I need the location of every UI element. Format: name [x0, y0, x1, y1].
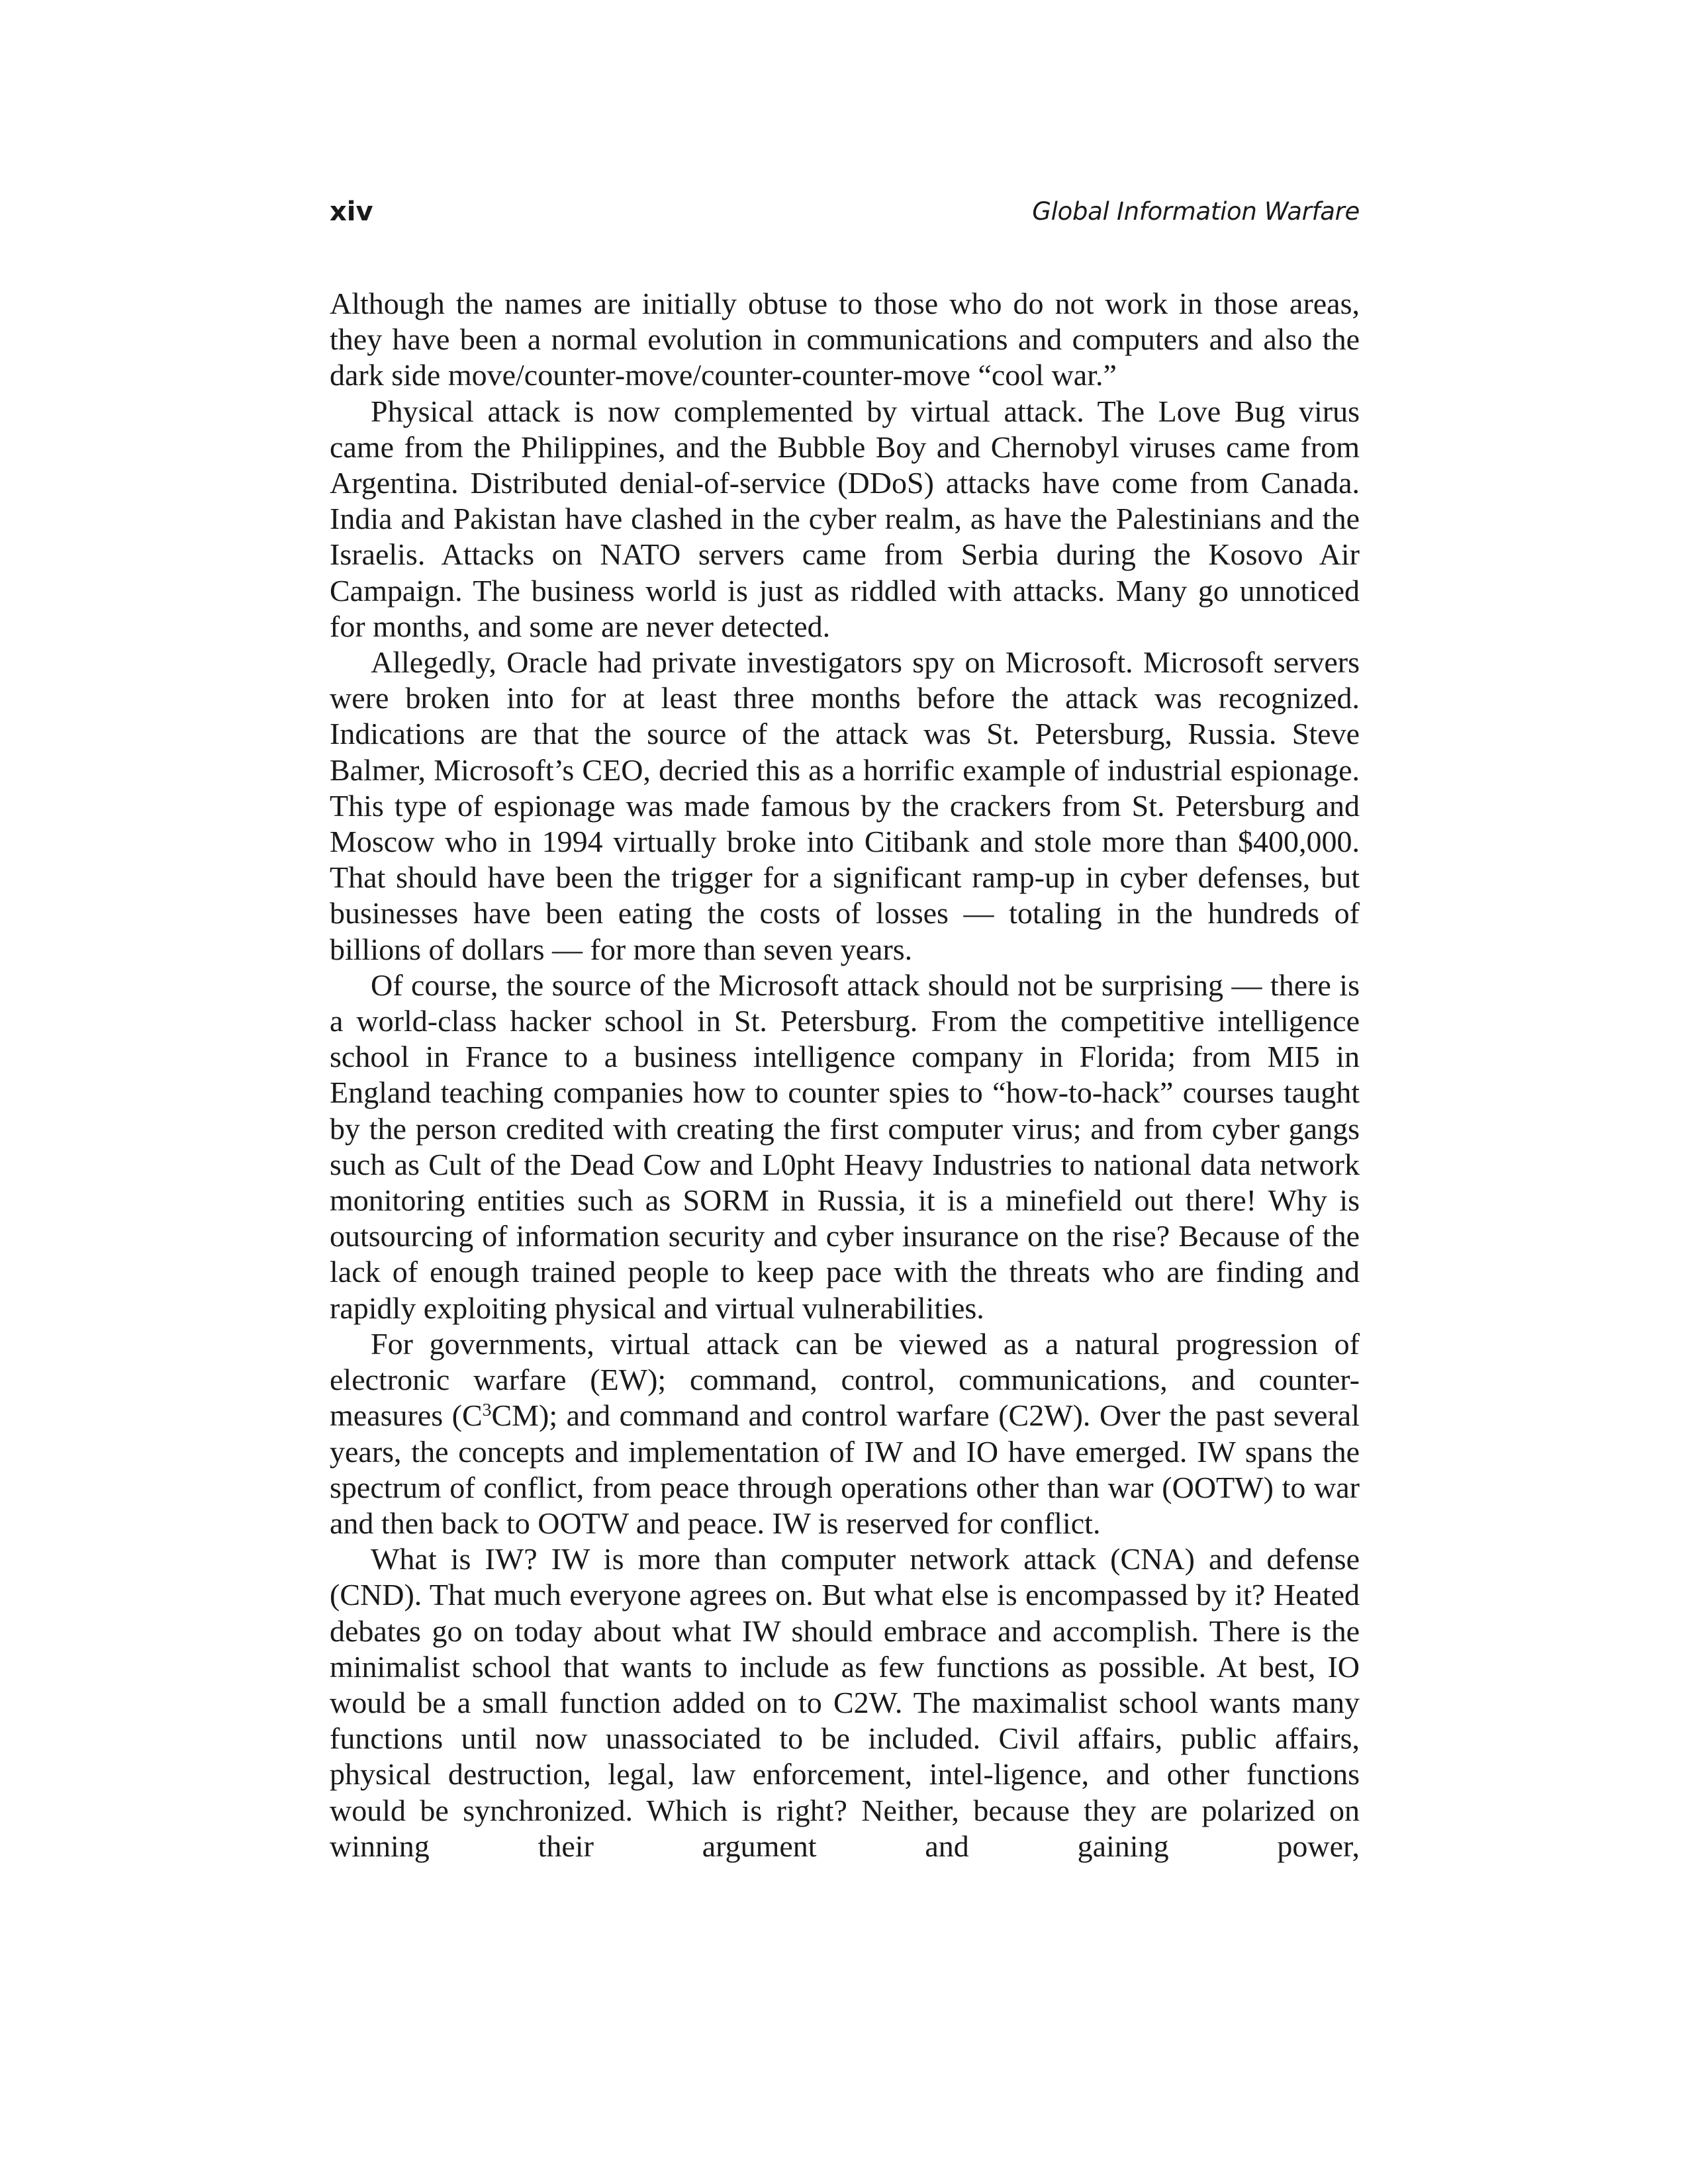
paragraph-1: Although the names are initially obtuse to those who do not work in those areas, they have been a normal evolution in communications and computers and also the dark side move/counter-move/counter-counter-move “cool war.” — [330, 287, 1360, 392]
superscript-3: 3 — [482, 1399, 492, 1420]
body-text — [330, 286, 1360, 1864]
paragraph-5 — [330, 1326, 1360, 1541]
paragraph-4: Of course, the source of the Microsoft attack should not be surprising — there is a world-class hacker school in St. Petersburg. From the competitive intelligence school in France to a business intelligence company in Florida; from MI5 in England teaching companies how to counter spies to “how-to-hack” courses taught by the person credited with creating the first computer virus; and from cyber gangs such as Cult of the Dead Cow and L0pht Heavy Industries to national data network monitoring entities such as SORM in Russia, it is a minefield out there! Why is outsourcing of information security and cyber insurance on the rise? Because of the lack of enough trained people to keep pace with the threats who are finding and rapidly exploiting physical and virtual vulnerabilities. — [330, 968, 1360, 1325]
paragraph-3: Allegedly, Oracle had private investigators spy on Microsoft. Microsoft servers were broken into for at least three months before the attack was recognized. Indications are that the source of the attack was St. Petersburg, Russia. Steve Balmer, Microsoft’s CEO, decried this as a horrific example of industrial espionage. This type of espionage was made famous by the crackers from St. Petersburg and Moscow who in 1994 virtually broke into Citibank and stole more than $400,000. That should have been the trigger for a significant ramp-up in cyber defenses, but businesses have been eating the costs of losses — totaling in the hundreds of billions of dollars — for more than seven years. — [330, 645, 1360, 966]
running-title: Global Information Warfare — [1032, 197, 1360, 226]
page-header — [330, 192, 1360, 232]
paragraph-5-text-before: For governments, virtual attack can be viewed as a natural progression of electronic warfare (EW); command, control, communications, and counter-measures (C — [330, 1326, 1360, 1433]
paragraph-2: Physical attack is now complemented by virtual attack. The Love Bug virus came from the Philippines, and the Bubble Boy and Chernobyl viruses came from Argentina. Distributed denial-of-service (DDoS) attacks have come from Canada. India and Pakistan have clashed in the cyber realm, as have the Palestinians and the Israelis. Attacks on NATO servers came from Serbia during the Kosovo Air Campaign. The business world is just as riddled with attacks. Many go unnoticed for months, and some are never detected. — [330, 394, 1360, 643]
paragraph-6: What is IW? IW is more than computer network attack (CNA) and defense (CND). That much everyone agrees on. But what else is encompassed by it? Heated debates go on today about what IW should embrace and accomplish. There is the minimalist school that wants to include as few functions as possible. At best, IO would be a small function added on to C2W. The maximalist school wants many functions until now unassociated to be included. Civil affairs, public affairs, physical destruction, legal, law enforcement, intel-ligence, and other functions would be synchronized. Which is right? Neither, because they are polarized on winning their argument and gaining power, — [330, 1542, 1360, 1863]
paragraph-5-text-after: CM); and command and control warfare (C2W). Over the past several years, the concepts and implementation of IW and IO have emerged. IW spans the spectrum of conflict, from peace through operations other than war (OOTW) to war and then back to OOTW and peace. IW is reserved for conflict. — [330, 1398, 1360, 1540]
page-number: xiv — [330, 197, 373, 227]
